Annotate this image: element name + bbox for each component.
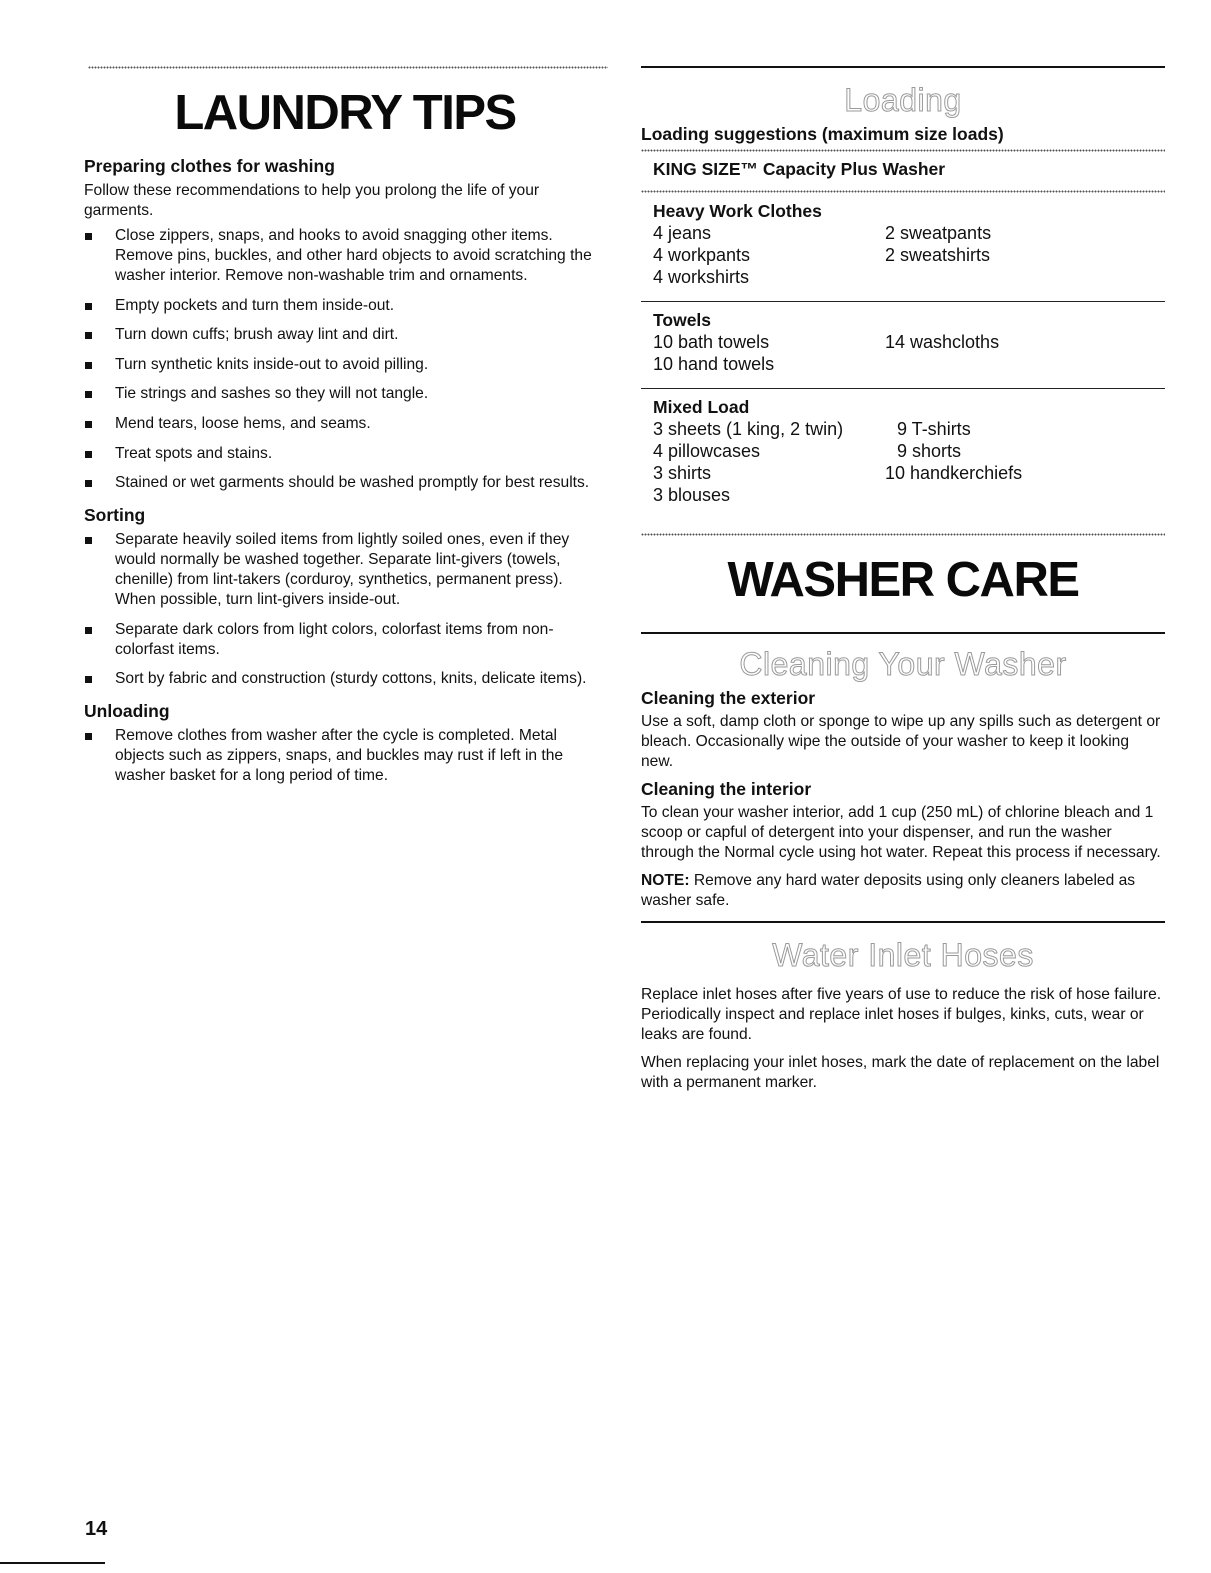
note-text: Remove any hard water deposits using only cleaners labeled as washer safe. [641,872,1136,909]
interior-text: To clean your washer interior, add 1 cup (250 mL) of chlorine bleach and 1 scoop or capful of detergent into your dispenser, and run the washer through the Normal cycle using hot water. Repeat this process if necessary. [641,804,1161,861]
group-divider [641,301,1165,302]
load-item: 10 bath towels [653,332,770,352]
hoses-top-rule [641,921,1165,923]
washer-care-dotted-rule [641,533,1165,538]
washer-care-title: WASHER CARE [727,553,1079,607]
load-group-name: Towels [653,310,712,330]
load-group-towels [653,309,1165,375]
footer-line [0,1562,105,1564]
list-item: Separate heavily soiled items from lightly soiled ones, even if they would normally be washed together. Separate lint-givers (towels, chenille) from lint-takers (corduroy, synthetics, permanent press). When possible, turn lint-givers inside-out. [84,530,606,610]
load-item: 3 sheets (1 king, 2 twin) [653,419,844,439]
list-item: Remove clothes from washer after the cycle is completed. Metal objects such as zippers, snaps, and buckles may rust if left in the washer basket for a long period of time. [84,726,606,786]
cleaning-title: Cleaning Your Washer [739,646,1067,682]
note-label: NOTE: [641,872,690,889]
load-item: 14 washcloths [885,332,1000,352]
exterior-text: Use a soft, damp cloth or sponge to wipe up any spills such as detergent or bleach. Occasionally wipe the outside of your washer to keep it looking new. [641,713,1161,770]
load-item: 2 sweatpants [885,223,992,243]
load-item: 4 workshirts [653,267,750,287]
load-item: 4 pillowcases [653,441,761,461]
loading-subheading: Loading suggestions (maximum size loads) [641,124,1004,144]
cleaning-top-rule [641,632,1165,634]
load-group-name: Heavy Work Clothes [653,201,822,221]
exterior-heading: Cleaning the exterior [641,688,816,708]
top-dotted-rule [88,66,608,71]
preparing-intro: Follow these recommendations to help you prolong the life of your garments. [84,182,540,219]
load-item: 2 sweatshirts [885,245,991,265]
list-item: Sort by fabric and construction (sturdy cottons, knits, delicate items). [84,669,606,689]
preparing-list [84,226,606,493]
load-item: 3 shirts [653,463,712,483]
page-number: 14 [85,1518,108,1540]
unloading-heading: Unloading [84,701,170,722]
load-item: 3 blouses [653,485,731,505]
list-item: Empty pockets and turn them inside-out. [84,296,606,316]
list-item: Turn synthetic knits inside-out to avoid pilling. [84,355,606,375]
loading-table-title: KING SIZE™ Capacity Plus Washer [653,159,946,179]
loading-title: Loading [844,82,962,118]
load-group-heavy [653,200,1165,288]
note [641,871,1165,911]
load-item: 4 jeans [653,223,712,243]
list-item: Tie strings and sashes so they will not tangle. [84,384,606,404]
unloading-list [84,726,606,786]
loading-table [641,158,1165,506]
load-item: 10 handkerchiefs [885,463,1023,483]
laundry-tips-column [84,0,606,796]
laundry-tips-title: LAUNDRY TIPS [174,86,516,140]
hoses-paragraph-1: Replace inlet hoses after five years of use to reduce the risk of hose failure. Periodically inspect and replace inlet hoses if bulges, kinks, cuts, wear or leaks are found. [641,986,1162,1043]
group-divider [641,388,1165,389]
list-item: Mend tears, loose hems, and seams. [84,414,606,434]
list-item: Treat spots and stains. [84,444,606,464]
hoses-paragraph-2: When replacing your inlet hoses, mark the date of replacement on the label with a permanent marker. [641,1054,1160,1091]
sorting-heading: Sorting [84,505,146,526]
loading-dotted-rule [641,149,1165,154]
load-item: 4 workpants [653,245,751,265]
hoses-title: Water Inlet Hoses [772,937,1034,973]
load-item: 10 hand towels [653,354,775,374]
loading-top-rule [641,66,1165,68]
load-item: 9 T-shirts [897,419,971,439]
list-item: Stained or wet garments should be washed promptly for best results. [84,473,606,493]
interior-heading: Cleaning the interior [641,779,812,799]
list-item: Separate dark colors from light colors, colorfast items from non-colorfast items. [84,620,606,660]
load-item: 9 shorts [897,441,962,461]
sorting-list [84,530,606,689]
load-group-name: Mixed Load [653,397,750,417]
preparing-heading: Preparing clothes for washing [84,156,335,176]
table-title-rule [641,190,1165,195]
loading-and-care-column [641,0,1165,1093]
list-item: Close zippers, snaps, and hooks to avoid snagging other items. Remove pins, buckles, and other hard objects to avoid scratching the washer interior. Remove non-washable trim and ornaments. [84,226,606,286]
load-group-mixed [653,396,1165,506]
list-item: Turn down cuffs; brush away lint and dirt. [84,325,606,345]
